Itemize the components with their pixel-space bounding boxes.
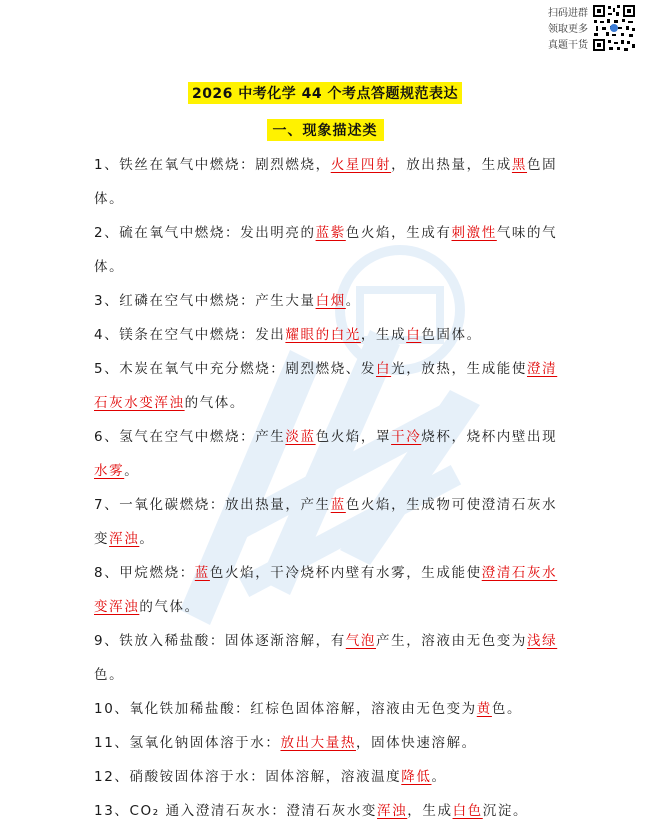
- qr-promo[interactable]: [548, 4, 636, 54]
- item-text: 色火焰，生成物可使澄清石灰水变: [94, 497, 558, 547]
- item-text: 5、木炭在氧气中充分燃烧：剧烈燃烧、发: [94, 361, 376, 377]
- keyword-highlight: 白: [376, 361, 392, 377]
- item-text: 2、硫在氧气中燃烧：发出明亮的: [94, 225, 316, 241]
- list-item: [94, 216, 564, 284]
- item-text: 1、铁丝在氧气中燃烧：剧烈燃烧，: [94, 157, 331, 173]
- keyword-highlight: 蓝: [330, 497, 346, 513]
- item-text: 6、氢气在空气中燃烧：产生: [94, 429, 286, 445]
- list-item: [94, 488, 564, 556]
- keyword-highlight: 耀眼的白光: [285, 327, 361, 343]
- keyword-highlight: 浅绿: [527, 633, 558, 649]
- list-item: [94, 692, 564, 726]
- qr-caption-line-2: 领取更多: [548, 24, 588, 35]
- keyword-highlight: 白色: [452, 803, 483, 819]
- keyword-highlight: 气泡: [345, 633, 376, 649]
- keyword-highlight: 降低: [401, 769, 432, 785]
- keyword-highlight: 白烟: [315, 293, 346, 309]
- item-text: 7、一氧化碳燃烧：放出热量，产生: [94, 497, 331, 513]
- item-text: 的气体。: [139, 599, 200, 615]
- item-text: 10、氧化铁加稀盐酸：红棕色固体溶解，溶液由无色变为: [94, 701, 477, 717]
- keyword-highlight: 蓝紫: [315, 225, 346, 241]
- keyword-highlight: 浑浊: [109, 531, 140, 547]
- item-text: 产生，溶液由无色变为: [376, 633, 527, 649]
- keyword-highlight: 黑: [511, 157, 528, 173]
- item-text: 。: [139, 531, 155, 547]
- item-text: 8、甲烷燃烧：: [94, 565, 195, 581]
- item-text: 4、镁条在空气中燃烧：发出: [94, 327, 286, 343]
- item-list: [94, 148, 564, 828]
- keyword-highlight: 黄: [476, 701, 492, 717]
- item-text: 11、氢氧化钠固体溶于水：: [94, 735, 281, 751]
- keyword-highlight: 火星四射: [330, 157, 392, 173]
- item-text: 3、红磷在空气中燃烧：产生大量: [94, 293, 316, 309]
- item-text: 12、硝酸铵固体溶于水：固体溶解，溶液温度: [94, 769, 402, 785]
- item-text: 。: [124, 463, 140, 479]
- section-heading: 一、现象描述类: [267, 119, 384, 141]
- item-text: 气味的气体。: [94, 225, 558, 275]
- item-text: 。: [431, 769, 447, 785]
- item-text: ，固体快速溶解。: [355, 735, 477, 751]
- item-text: ，生成: [360, 327, 407, 343]
- list-item: [94, 352, 564, 420]
- item-text: 13、CO₂ 通入澄清石灰水：澄清石灰水变: [94, 803, 378, 819]
- keyword-highlight: 蓝: [194, 565, 210, 581]
- item-text: 色固体。: [421, 327, 482, 343]
- keyword-highlight: 水雾: [94, 463, 125, 479]
- item-text: 色。: [491, 701, 523, 717]
- list-item: [94, 794, 564, 828]
- item-text: 沉淀。: [482, 803, 529, 819]
- item-text: 烧杯，烧杯内壁出现: [421, 429, 558, 445]
- item-text: 9、铁放入稀盐酸：固体逐渐溶解，有: [94, 633, 346, 649]
- list-item: [94, 726, 564, 760]
- item-text: 色固体。: [94, 157, 558, 207]
- list-item: [94, 760, 564, 794]
- item-text: 光，放热，生成能使: [391, 361, 528, 377]
- item-text: 色火焰，罩: [315, 429, 392, 445]
- keyword-highlight: 澄清石灰水变浑浊: [94, 565, 558, 615]
- keyword-highlight: 放出大量热: [280, 735, 356, 751]
- list-item: [94, 148, 564, 216]
- list-item: [94, 284, 564, 318]
- list-item: [94, 318, 564, 352]
- list-item: [94, 556, 564, 624]
- item-text: 色火焰，干冷烧杯内壁有水雾，生成能使: [209, 565, 482, 581]
- qr-caption-line-3: 真题干货: [548, 40, 588, 51]
- item-text: 的气体。: [184, 395, 246, 411]
- keyword-highlight: 澄清石灰水变浑浊: [94, 361, 558, 411]
- list-item: [94, 624, 564, 692]
- keyword-highlight: 浑浊: [377, 803, 408, 819]
- keyword-highlight: 白: [406, 327, 422, 343]
- item-text: 色。: [94, 667, 125, 683]
- item-text: ，放出热量，生成: [391, 157, 512, 173]
- page-title: 2026 中考化学 44 个考点答题规范表达: [188, 82, 462, 104]
- qr-caption-line-1: 扫码进群: [548, 8, 588, 19]
- list-item: [94, 420, 564, 488]
- keyword-highlight: 干冷: [391, 429, 422, 445]
- item-text: 。: [345, 293, 361, 309]
- keyword-highlight: 刺激性: [451, 225, 497, 241]
- keyword-highlight: 淡蓝: [285, 429, 316, 445]
- qr-caption: [548, 6, 588, 54]
- item-text: ，生成: [407, 803, 453, 819]
- item-text: 色火焰，生成有: [345, 225, 452, 241]
- qr-code-icon[interactable]: [592, 4, 636, 52]
